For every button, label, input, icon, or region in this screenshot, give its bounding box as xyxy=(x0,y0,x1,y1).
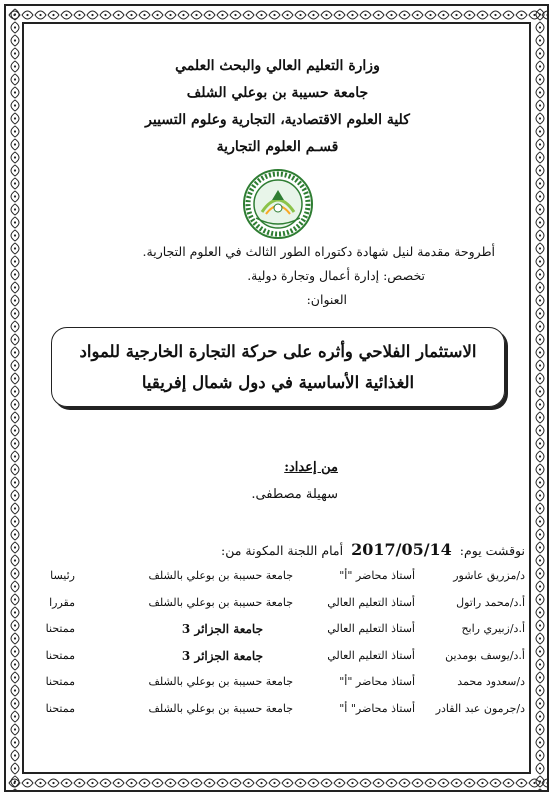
border-ornament-right xyxy=(532,8,548,790)
member-institution: جامعة حسيبة بن بوعلي بالشلف xyxy=(148,701,293,715)
member-role: ممتحنا xyxy=(45,648,75,662)
thesis-title-line-1: الاستثمار الفلاحي وأثره على حركة التجارة الخارجية للمواد xyxy=(79,342,477,361)
defense-date: 2017/05/14 xyxy=(351,540,452,559)
committee-row xyxy=(30,565,525,592)
member-institution: جامعة حسيبة بن بوعلي بالشلف xyxy=(148,569,293,582)
member-name: أ.د/زبيري رابح xyxy=(461,622,525,635)
member-name: د/سعدود محمد xyxy=(457,675,525,688)
faculty-name: كلية العلوم الاقتصادية، التجارية وعلوم التسيير xyxy=(145,112,410,128)
border-ornament-left xyxy=(7,8,23,790)
member-name: د/مزريق عاشور xyxy=(453,569,525,582)
member-institution: جامعة الجزائر 3 xyxy=(181,622,263,636)
committee-row xyxy=(30,618,525,645)
committee-row xyxy=(30,645,525,672)
thesis-title-line-2: الغذائية الأساسية في دول شمال إفريقيا xyxy=(141,373,415,392)
committee-row xyxy=(30,698,525,725)
member-role: مقررا xyxy=(49,595,75,609)
ministry-name: وزارة التعليم العالي والبحث العلمي xyxy=(175,58,380,74)
member-name: أ.د/يوسف بومدين xyxy=(445,648,525,662)
defense-suffix: أمام اللجنة المكونة من: xyxy=(221,543,344,558)
member-rank: أستاذ محاضر "أ" xyxy=(339,675,415,688)
committee-row xyxy=(30,671,525,698)
prepared-by-label: من إعداد: xyxy=(284,460,338,475)
member-role: ممتحنا xyxy=(45,701,75,715)
member-role: ممتحنا xyxy=(45,675,75,688)
defense-statement xyxy=(221,540,525,559)
defense-prefix: نوقشت يوم: xyxy=(459,543,525,558)
thesis-title-box xyxy=(51,327,505,407)
member-rank: أستاذ التعليم العالي xyxy=(327,595,415,609)
member-name: أ.د/محمد راتول xyxy=(456,595,525,609)
member-name: د/جرمون عبد القادر xyxy=(435,701,525,715)
member-rank: أستاذ محاضر" أ" xyxy=(339,701,415,715)
committee-row xyxy=(30,592,525,619)
border-ornament-bottom xyxy=(8,775,547,791)
member-institution: جامعة حسيبة بن بوعلي بالشلف xyxy=(148,595,293,609)
member-role: ممتحنا xyxy=(45,622,75,635)
member-rank: أستاذ التعليم العالي xyxy=(327,622,415,635)
university-name: جامعة حسيبة بن بوعلي الشلف xyxy=(186,85,369,101)
border-ornament-top xyxy=(8,7,547,23)
member-rank: أستاذ محاضر "أ" xyxy=(339,569,415,582)
member-institution: جامعة الجزائر 3 xyxy=(181,648,263,663)
cover-content xyxy=(30,30,525,768)
author-name: سهيلة مصطفى. xyxy=(251,487,338,502)
specialty: تخصص: إدارة أعمال وتجارة دولية. xyxy=(247,268,425,283)
member-institution: جامعة حسيبة بن بوعلي بالشلف xyxy=(148,675,293,688)
member-rank: أستاذ التعليم العالي xyxy=(327,648,415,662)
title-label: العنوان: xyxy=(306,292,347,307)
department-name: قسـم العلوم التجارية xyxy=(216,139,339,155)
member-role: رئيسا xyxy=(50,569,75,582)
committee-table xyxy=(30,565,525,724)
thesis-statement: أطروحة مقدمة لنيل شهادة دكتوراه الطور الثالث في العلوم التجارية. xyxy=(142,244,495,259)
university-seal-icon xyxy=(242,168,314,240)
